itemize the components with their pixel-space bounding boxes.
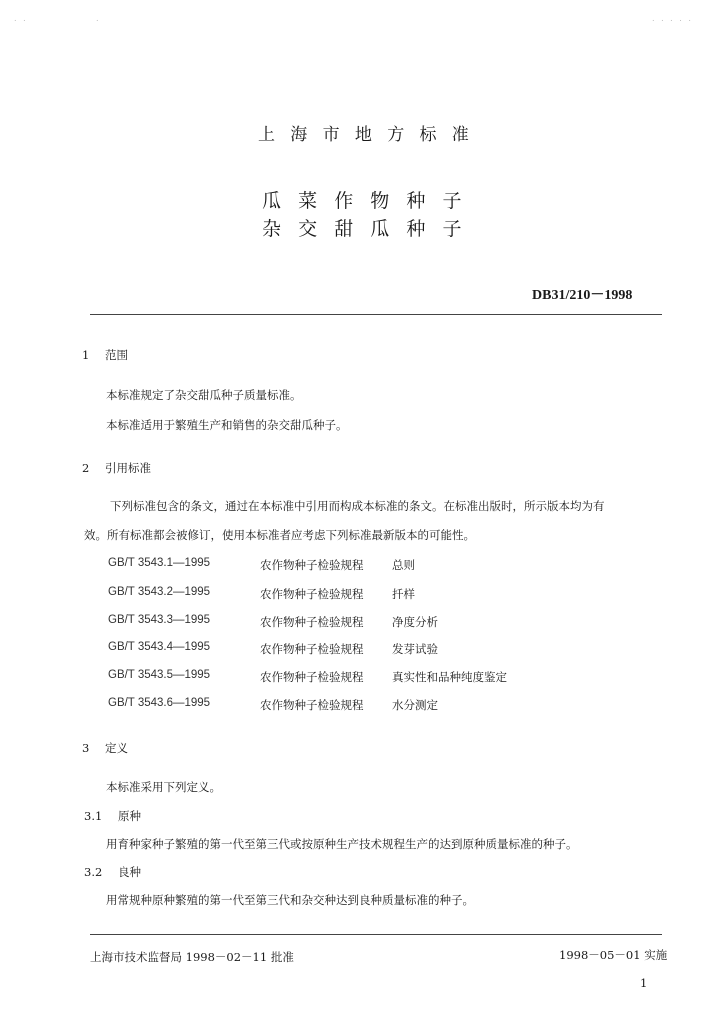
subsection-3-2-number: 3.2 [84, 865, 103, 879]
section-2-intro-line-2: 效。所有标准都会被修订，使用本标准者应考虑下列标准最新版本的可能性。 [84, 528, 475, 542]
reference-topic: 水分测定 [392, 698, 438, 712]
subsection-3-1-title: 原种 [117, 809, 141, 823]
reference-code: GB/T 3543.4—1995 [108, 641, 211, 653]
reference-topic: 净度分析 [392, 615, 438, 629]
subsection-3-1-number: 3.1 [84, 809, 103, 823]
reference-code: GB/T 3543.3—1995 [108, 614, 211, 626]
subsection-3-2-heading [84, 864, 141, 880]
scan-speck: . . [14, 14, 28, 23]
section-3-heading [82, 740, 128, 756]
approval-line: 上海市技术监督局 1998－02－11 批准 [90, 950, 294, 964]
reference-topic: 发芽试验 [392, 642, 438, 656]
reference-name: 农作物种子检验规程 [260, 670, 364, 684]
subsection-3-1-heading [84, 808, 141, 824]
section-2-title: 引用标准 [104, 461, 151, 475]
scan-speck: . [96, 14, 101, 23]
footer-rule [90, 934, 662, 935]
section-2-heading [82, 460, 151, 476]
subsection-3-2-title: 良种 [117, 865, 141, 879]
reference-code: GB/T 3543.6—1995 [108, 697, 211, 709]
section-2-intro-line-1: 下列标准包含的条文，通过在本标准中引用而构成本标准的条文。在标准出版时，所示版本均为有 [110, 499, 605, 513]
reference-name: 农作物种子检验规程 [260, 615, 364, 629]
document-title-line-1: 瓜菜作物种子 [262, 190, 479, 212]
section-1-heading [82, 347, 128, 363]
section-1-paragraph: 本标准规定了杂交甜瓜种子质量标准。 [106, 388, 302, 402]
standard-category: 上海市地方标准 [258, 125, 485, 145]
reference-name: 农作物种子检验规程 [260, 558, 364, 572]
scan-speck: . . . . . [652, 14, 693, 23]
section-1-title: 范围 [104, 348, 128, 362]
section-3-intro: 本标准采用下列定义。 [106, 780, 221, 794]
document-title-line-2: 杂交甜瓜种子 [262, 218, 479, 240]
reference-topic: 扦样 [392, 587, 415, 601]
section-1-number: 1 [82, 348, 90, 362]
reference-code: GB/T 3543.1—1995 [108, 557, 211, 569]
section-1-paragraph: 本标准适用于繁殖生产和销售的杂交甜瓜种子。 [106, 418, 348, 432]
effective-date: 1998－05－01 实施 [559, 948, 668, 962]
section-2-number: 2 [82, 461, 90, 475]
section-3-number: 3 [82, 741, 90, 755]
reference-topic: 总则 [392, 558, 415, 572]
reference-code: GB/T 3543.5—1995 [108, 669, 211, 681]
reference-name: 农作物种子检验规程 [260, 642, 364, 656]
standard-number: DB31/210－1998 [532, 288, 633, 303]
reference-code: GB/T 3543.2—1995 [108, 586, 211, 598]
page-number: 1 [640, 976, 648, 990]
reference-name: 农作物种子检验规程 [260, 698, 364, 712]
subsection-3-2-text: 用常规种原种繁殖的第一代至第三代和杂交种达到良种质量标准的种子。 [106, 893, 474, 907]
header-rule [90, 314, 662, 315]
reference-topic: 真实性和品种纯度鉴定 [392, 670, 507, 684]
subsection-3-1-text: 用育种家种子繁殖的第一代至第三代或按原种生产技术规程生产的达到原种质量标准的种子。 [106, 837, 578, 851]
reference-name: 农作物种子检验规程 [260, 587, 364, 601]
section-3-title: 定义 [104, 741, 128, 755]
